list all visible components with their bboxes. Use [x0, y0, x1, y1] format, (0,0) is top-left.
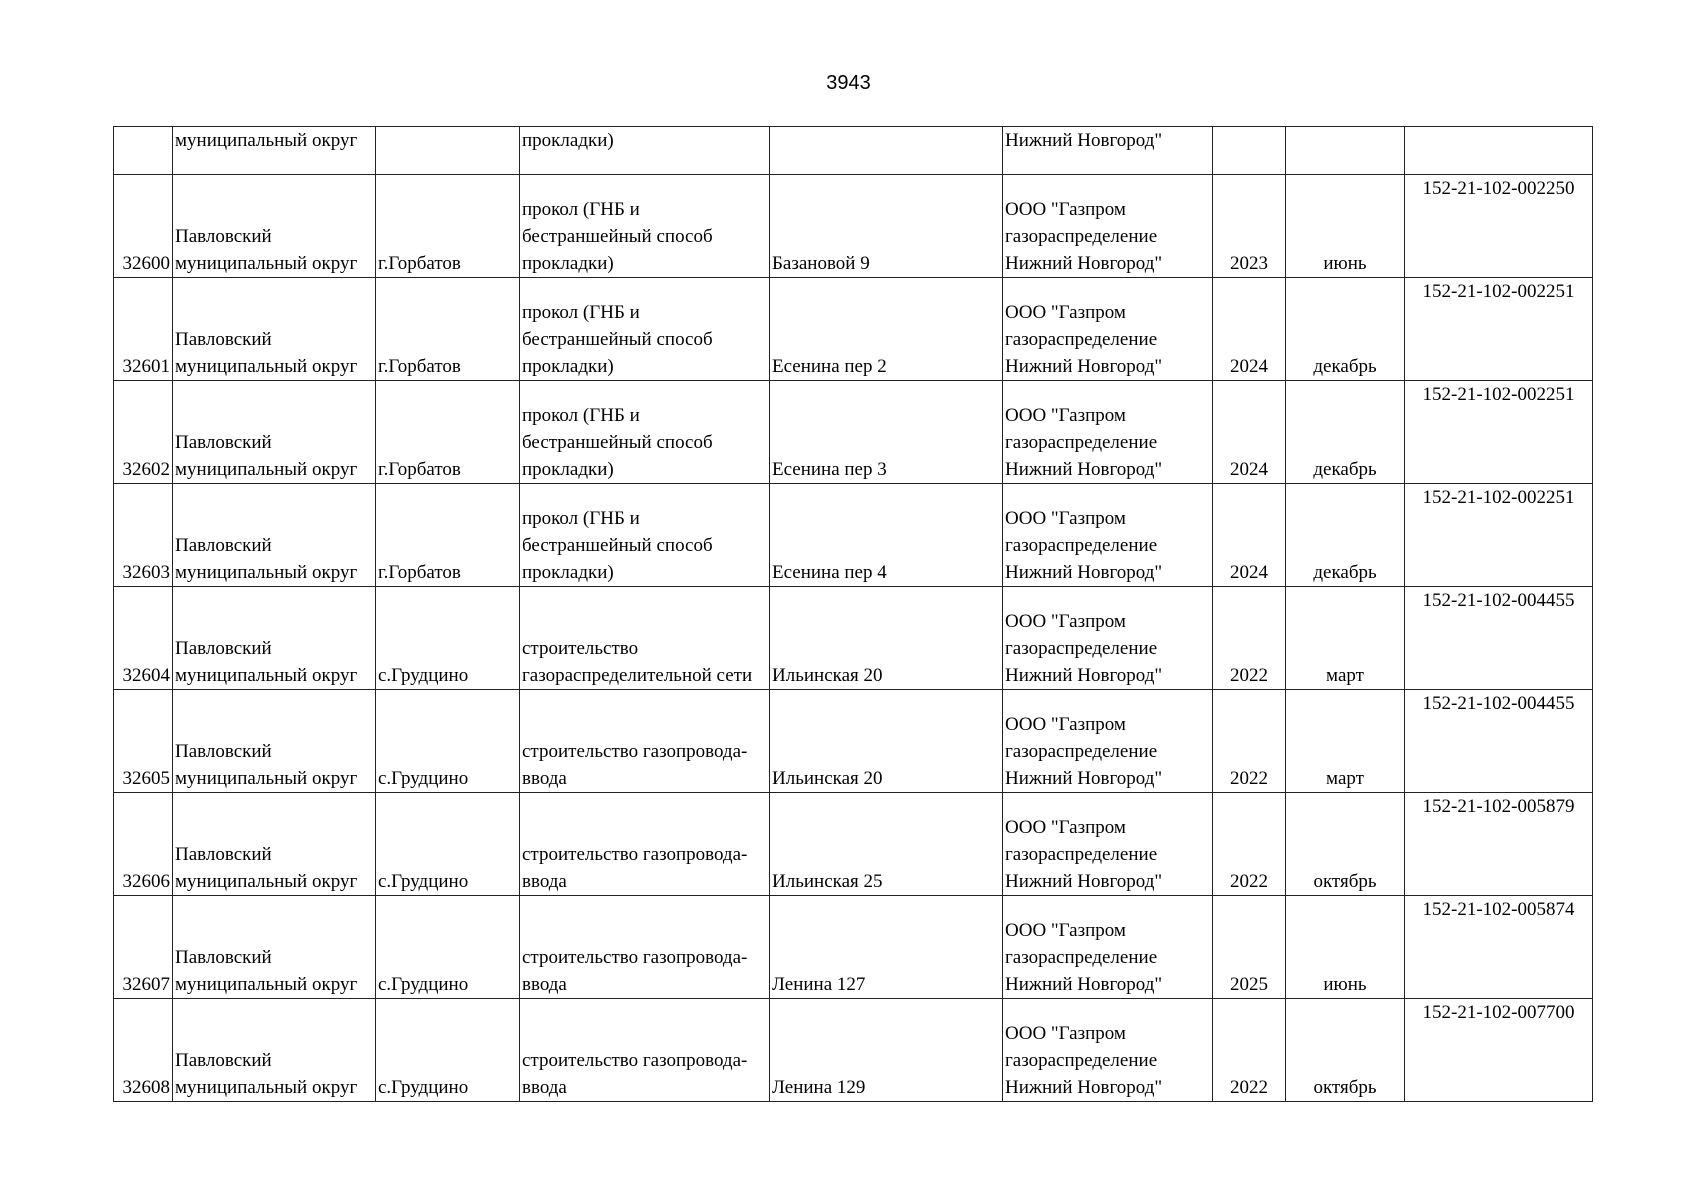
cell-organization: ООО "Газпром газораспределение Нижний Новгород": [1003, 175, 1213, 278]
cell-code: 152-21-102-007700: [1405, 999, 1593, 1102]
table-row: [114, 175, 1593, 278]
cell-year: 2025: [1213, 896, 1286, 999]
cell-organization: Нижний Новгород": [1003, 127, 1213, 175]
cell-address: Ильинская 25: [770, 793, 1003, 896]
cell-method: прокол (ГНБ и бестраншейный способ прокладки): [520, 278, 770, 381]
page-number: 3943: [826, 72, 871, 94]
cell-locality: г.Горбатов: [376, 381, 520, 484]
cell-locality: с.Грудцино: [376, 999, 520, 1102]
cell-code: 152-21-102-002251: [1405, 484, 1593, 587]
cell-month: [1286, 127, 1405, 175]
cell-month: март: [1286, 587, 1405, 690]
cell-organization: ООО "Газпром газораспределение Нижний Новгород": [1003, 793, 1213, 896]
cell-year: 2022: [1213, 793, 1286, 896]
cell-municipality: Павловский муниципальный округ: [173, 484, 376, 587]
cell-code: 152-21-102-005874: [1405, 896, 1593, 999]
cell-municipality: Павловский муниципальный округ: [173, 896, 376, 999]
cell-year: 2023: [1213, 175, 1286, 278]
cell-code: 152-21-102-004455: [1405, 690, 1593, 793]
cell-organization: ООО "Газпром газораспределение Нижний Новгород": [1003, 896, 1213, 999]
cell-address: Ленина 129: [770, 999, 1003, 1102]
cell-locality: с.Грудцино: [376, 793, 520, 896]
table-row: [114, 999, 1593, 1102]
cell-address: [770, 127, 1003, 175]
cell-organization: ООО "Газпром газораспределение Нижний Новгород": [1003, 484, 1213, 587]
cell-municipality: Павловский муниципальный округ: [173, 381, 376, 484]
cell-number: [114, 127, 173, 175]
table-row: [114, 587, 1593, 690]
cell-organization: ООО "Газпром газораспределение Нижний Новгород": [1003, 381, 1213, 484]
cell-address: Есенина пер 2: [770, 278, 1003, 381]
cell-number: 32606: [114, 793, 173, 896]
cell-locality: г.Горбатов: [376, 484, 520, 587]
cell-method: строительство газопровода- ввода: [520, 999, 770, 1102]
cell-organization: ООО "Газпром газораспределение Нижний Новгород": [1003, 278, 1213, 381]
cell-year: 2022: [1213, 999, 1286, 1102]
cell-year: [1213, 127, 1286, 175]
table-row: [114, 690, 1593, 793]
registry-table: [113, 126, 1593, 1102]
cell-organization: ООО "Газпром газораспределение Нижний Новгород": [1003, 587, 1213, 690]
cell-municipality: муниципальный округ: [173, 127, 376, 175]
cell-month: октябрь: [1286, 999, 1405, 1102]
cell-year: 2024: [1213, 484, 1286, 587]
cell-month: декабрь: [1286, 278, 1405, 381]
cell-month: декабрь: [1286, 381, 1405, 484]
cell-number: 32603: [114, 484, 173, 587]
registry-table-body: [114, 127, 1593, 1102]
cell-municipality: Павловский муниципальный округ: [173, 278, 376, 381]
cell-municipality: Павловский муниципальный округ: [173, 175, 376, 278]
cell-code: 152-21-102-002250: [1405, 175, 1593, 278]
table-row: [114, 896, 1593, 999]
cell-code: [1405, 127, 1593, 175]
cell-year: 2024: [1213, 381, 1286, 484]
table-row: [114, 484, 1593, 587]
cell-year: 2022: [1213, 690, 1286, 793]
cell-address: Ленина 127: [770, 896, 1003, 999]
table-row: [114, 381, 1593, 484]
cell-year: 2022: [1213, 587, 1286, 690]
cell-locality: г.Горбатов: [376, 278, 520, 381]
cell-month: декабрь: [1286, 484, 1405, 587]
table-row: [114, 278, 1593, 381]
cell-locality: с.Грудцино: [376, 896, 520, 999]
cell-month: март: [1286, 690, 1405, 793]
cell-address: Базановой 9: [770, 175, 1003, 278]
cell-method: строительство газораспределительной сети: [520, 587, 770, 690]
cell-code: 152-21-102-002251: [1405, 381, 1593, 484]
cell-municipality: Павловский муниципальный округ: [173, 690, 376, 793]
cell-year: 2024: [1213, 278, 1286, 381]
cell-address: Есенина пер 3: [770, 381, 1003, 484]
table-row-continued: [114, 127, 1593, 175]
cell-number: 32608: [114, 999, 173, 1102]
cell-code: 152-21-102-005879: [1405, 793, 1593, 896]
cell-month: июнь: [1286, 896, 1405, 999]
cell-organization: ООО "Газпром газораспределение Нижний Новгород": [1003, 999, 1213, 1102]
cell-month: июнь: [1286, 175, 1405, 278]
cell-number: 32601: [114, 278, 173, 381]
cell-locality: с.Грудцино: [376, 690, 520, 793]
cell-municipality: Павловский муниципальный округ: [173, 793, 376, 896]
cell-method: прокол (ГНБ и бестраншейный способ прокладки): [520, 175, 770, 278]
cell-method: строительство газопровода- ввода: [520, 896, 770, 999]
cell-municipality: Павловский муниципальный округ: [173, 999, 376, 1102]
cell-method: строительство газопровода- ввода: [520, 793, 770, 896]
cell-method: строительство газопровода- ввода: [520, 690, 770, 793]
cell-method: прокладки): [520, 127, 770, 175]
cell-code: 152-21-102-004455: [1405, 587, 1593, 690]
cell-number: 32607: [114, 896, 173, 999]
cell-municipality: Павловский муниципальный округ: [173, 587, 376, 690]
cell-code: 152-21-102-002251: [1405, 278, 1593, 381]
cell-address: Ильинская 20: [770, 587, 1003, 690]
cell-month: октябрь: [1286, 793, 1405, 896]
cell-locality: [376, 127, 520, 175]
cell-method: прокол (ГНБ и бестраншейный способ прокладки): [520, 381, 770, 484]
cell-number: 32600: [114, 175, 173, 278]
table-row: [114, 793, 1593, 896]
cell-locality: с.Грудцино: [376, 587, 520, 690]
cell-number: 32602: [114, 381, 173, 484]
cell-number: 32604: [114, 587, 173, 690]
cell-address: Есенина пер 4: [770, 484, 1003, 587]
cell-address: Ильинская 20: [770, 690, 1003, 793]
cell-number: 32605: [114, 690, 173, 793]
cell-organization: ООО "Газпром газораспределение Нижний Новгород": [1003, 690, 1213, 793]
cell-method: прокол (ГНБ и бестраншейный способ прокладки): [520, 484, 770, 587]
cell-locality: г.Горбатов: [376, 175, 520, 278]
